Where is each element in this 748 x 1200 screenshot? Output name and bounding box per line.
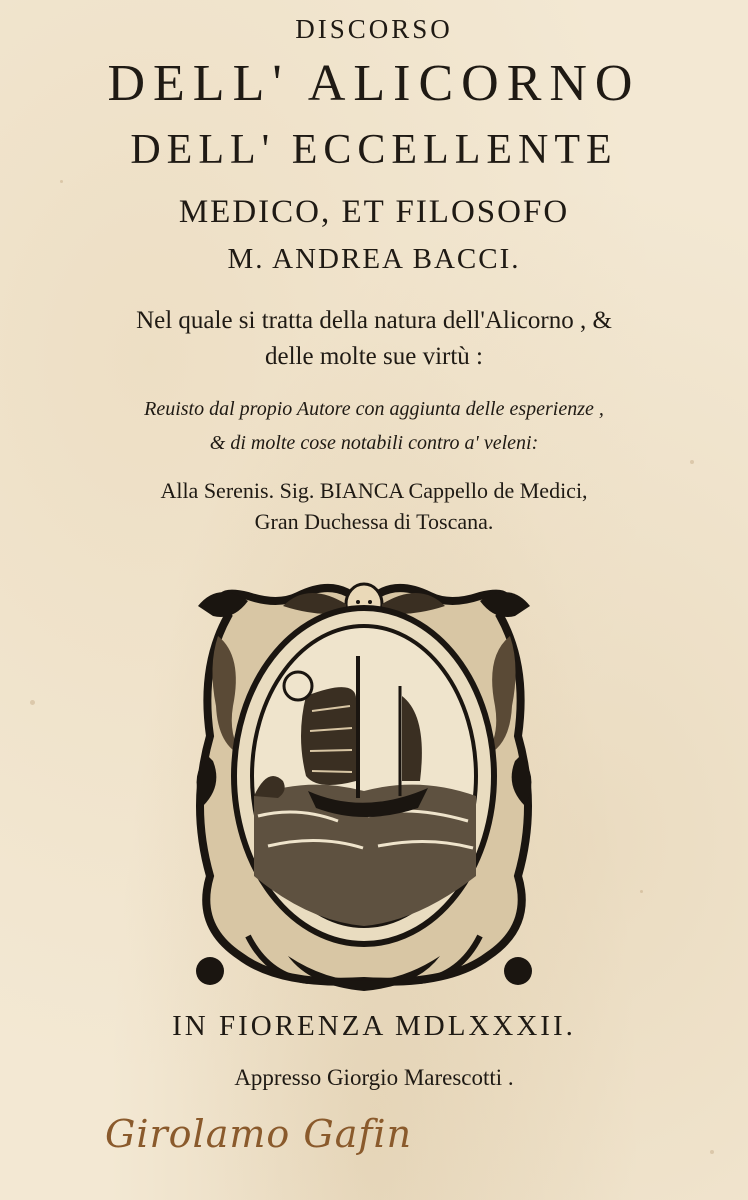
revision-line-2: & di molte cose notabili contro a' veleni: <box>209 432 539 454</box>
revision-line-1: Reuisto dal propio Autore con aggiunta delle esperienze , <box>144 398 604 420</box>
title-line-3: DELL' ECCELLENTE <box>130 127 618 173</box>
author-line-2: M. ANDREA BACCI. <box>227 243 521 275</box>
foxing-spot <box>690 460 694 464</box>
imprint-line-1: IN FIORENZA MDLXXXII. <box>172 1010 576 1042</box>
dedication-line-1: Alla Serenis. Sig. BIANCA Cappello de Medici, <box>160 478 588 503</box>
printer-device-woodcut <box>188 576 540 1008</box>
handwritten-signature: Girolamo Gafin <box>105 1112 413 1156</box>
title-line-1: DISCORSO <box>295 14 453 44</box>
dedication-line-2: Gran Duchessa di Toscana. <box>254 509 494 534</box>
title-line-2: DELL' ALICORNO <box>107 55 641 112</box>
subject-line-2: delle molte sue virtù : <box>264 343 483 370</box>
foxing-spot <box>640 890 643 893</box>
foxing-spot <box>30 700 35 705</box>
author-line-1: MEDICO, ET FILOSOFO <box>178 194 570 230</box>
foxing-spot <box>710 1150 714 1154</box>
imprint-line-2: Appresso Giorgio Marescotti . <box>234 1065 514 1090</box>
foxing-spot <box>60 180 63 183</box>
subject-line-1: Nel quale si tratta della natura dell'Alicorno , & <box>136 307 612 334</box>
